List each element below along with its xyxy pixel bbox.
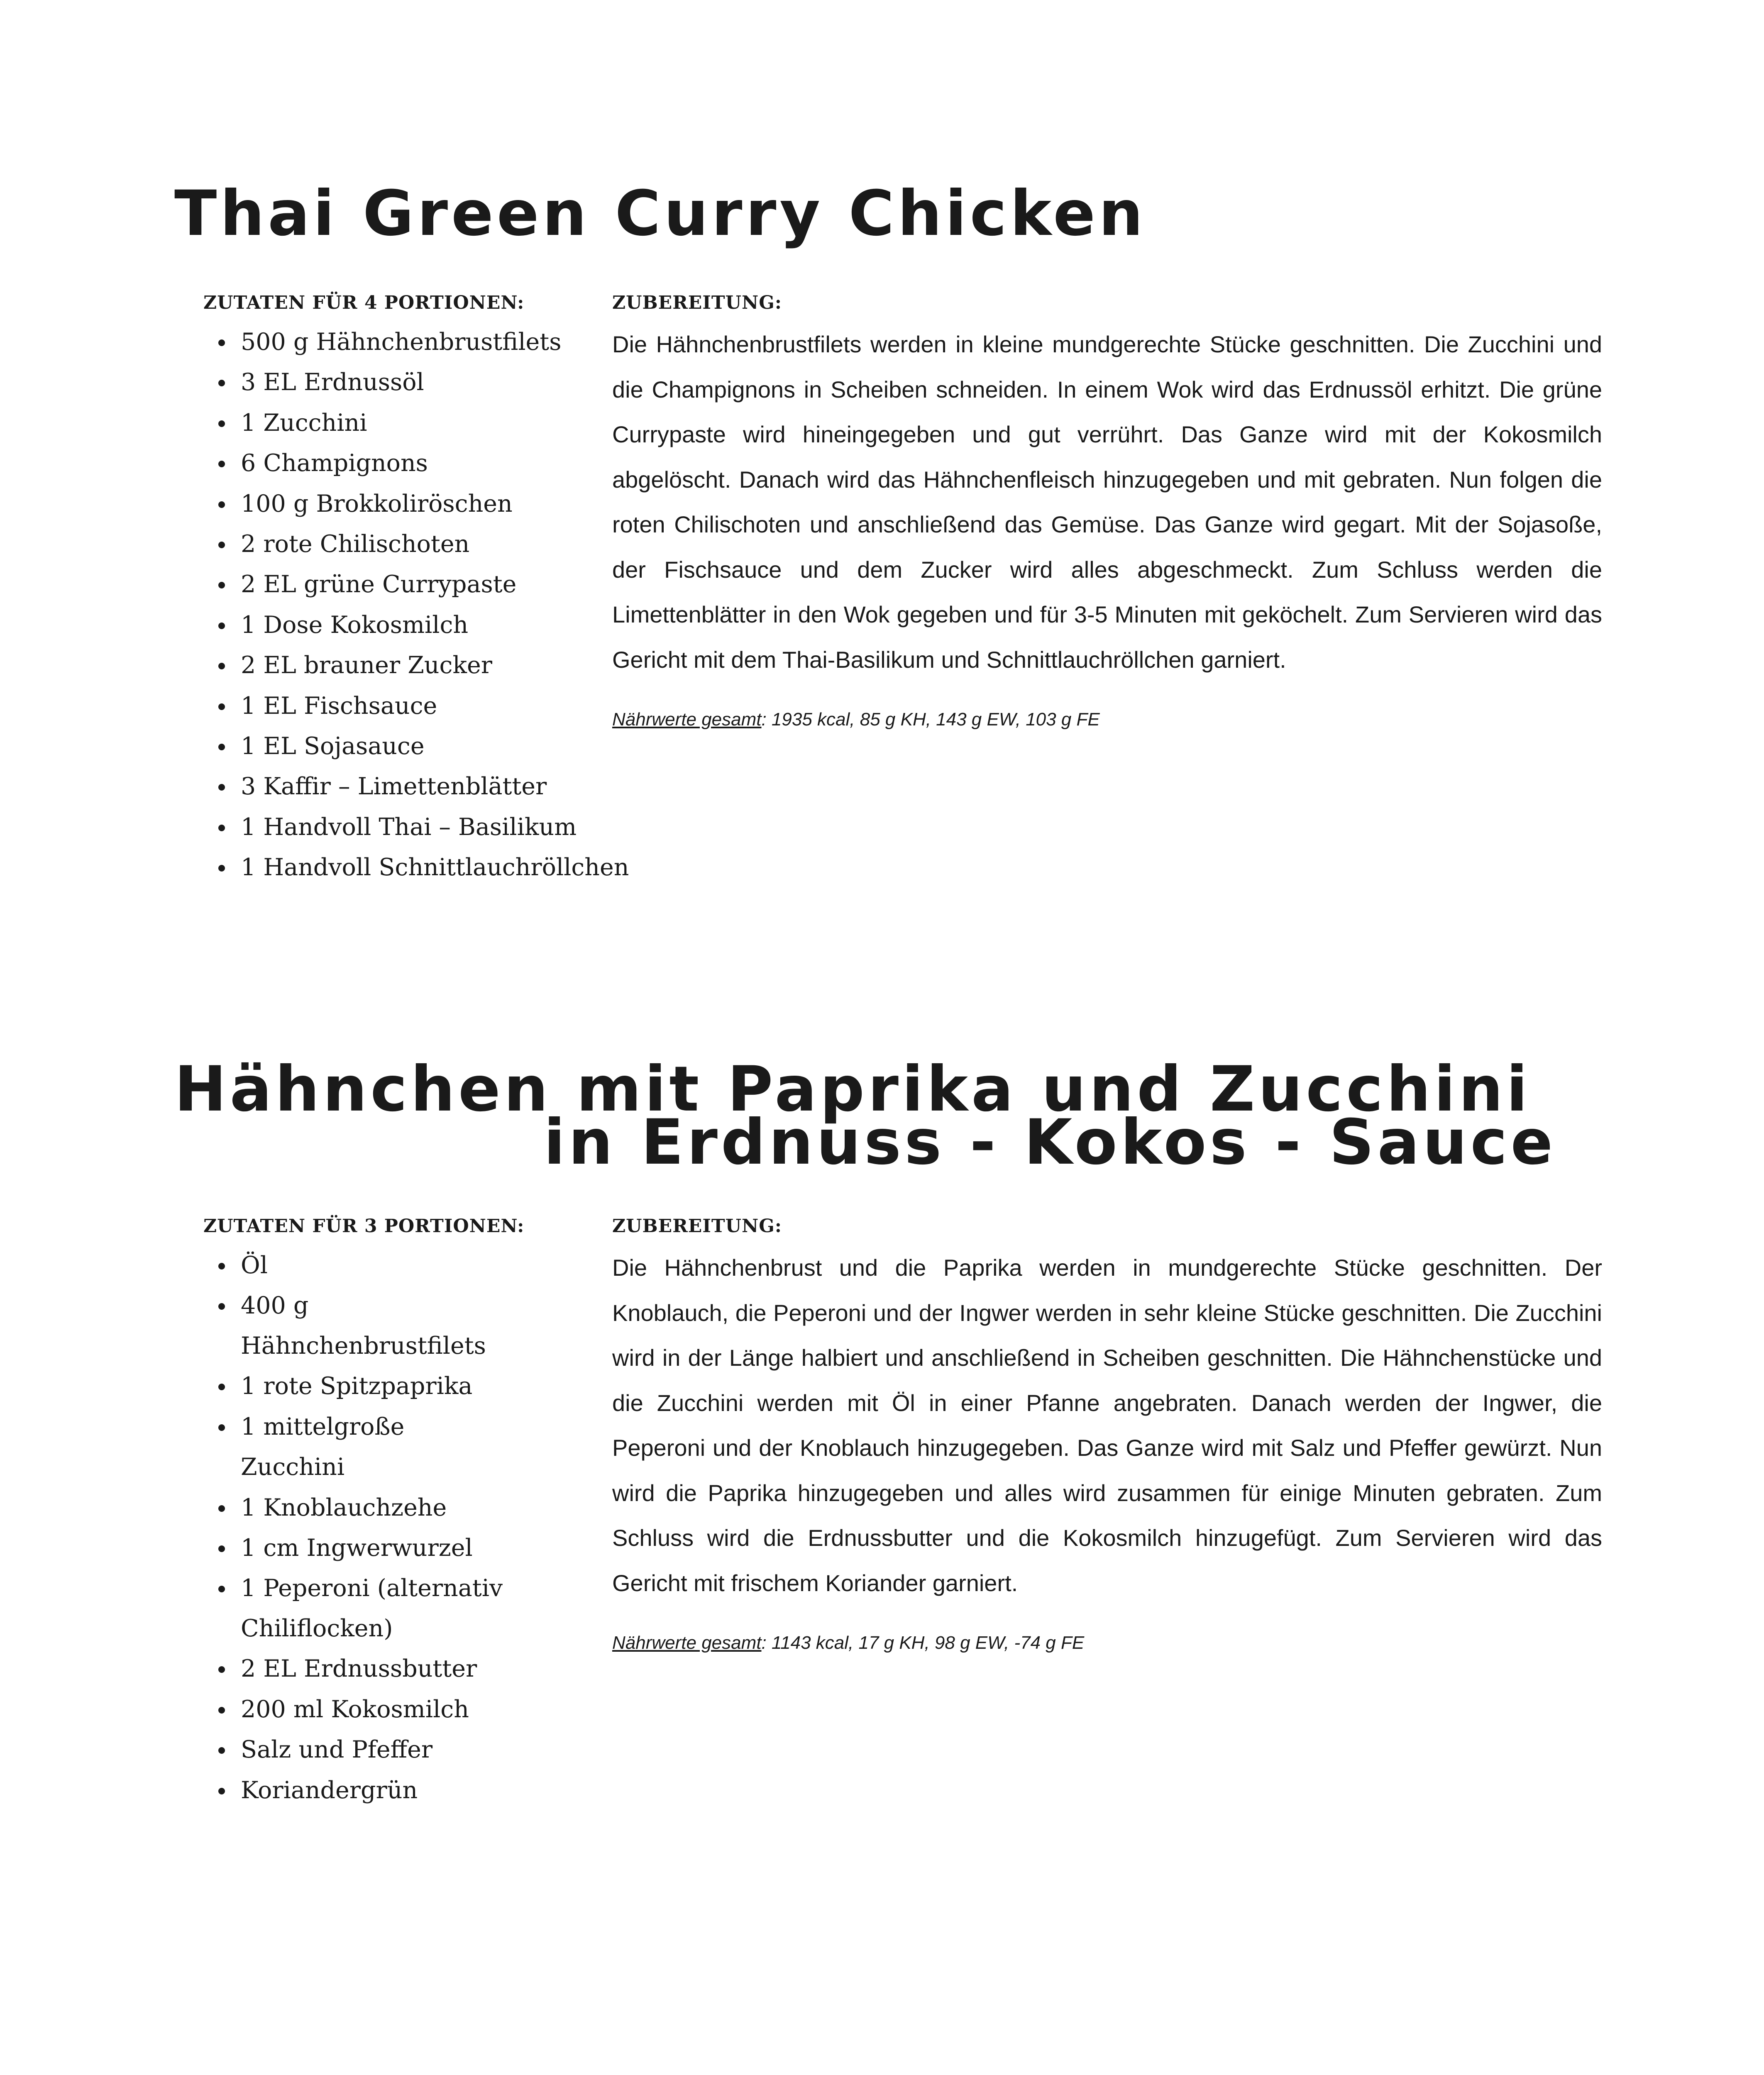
nutrition-values: : 1935 kcal, 85 g KH, 143 g EW, 103 g FE [761, 709, 1100, 730]
ingredients-heading: ZUTATEN FÜR 3 PORTIONEN: [203, 1216, 525, 1237]
ingredient-item: 3 EL Erdnussöl [241, 362, 602, 403]
preparation-heading: ZUBEREITUNG: [612, 1216, 782, 1237]
ingredient-item: 1 cm Ingwerwurzel [241, 1528, 506, 1568]
recipe-title: Hähnchen mit Paprika und Zucchini [174, 1053, 1531, 1125]
ingredients-list [203, 1245, 602, 1811]
ingredient-item: Koriandergrün [241, 1770, 506, 1811]
ingredient-item: 1 Zucchini [241, 403, 602, 443]
preparation-text: Die Hähnchenbrustfilets werden in kleine mundgerechte Stücke geschnitten. Die Zucchini und die Champignons in Scheiben schneiden. In einem Wok wird das Erdnussöl erhitzt. Die grüne Currypaste wird hineingegeben und gut verrührt. Das Ganze wird mit der Kokosmilch abgelöscht. Danach wird das Hähnchenfleisch hinzugegeben und mit gebraten. Nun folgen die roten Chilischoten und anschließend das Gemüse. Das Ganze wird gegart. Mit der Sojasoße, der Fischsauce und dem Zucker wird alles abgeschmeckt. Zum Schluss werden die Limettenblätter in den Wok gegeben und für 3-5 Minuten mit geköchelt. Zum Servieren wird das Gericht mit dem Thai-Basilikum und Schnittlauchröllchen garniert. [612, 331, 1602, 673]
ingredient-item: 1 Handvoll Schnittlauchröllchen [241, 847, 602, 888]
preparation-heading: ZUBEREITUNG: [612, 292, 782, 313]
ingredient-item: 2 EL brauner Zucker [241, 645, 602, 686]
ingredient-item: 100 g Brokkoliröschen [241, 484, 602, 524]
preparation-text: Die Hähnchenbrust und die Paprika werden in mundgerechte Stücke geschnitten. Der Knoblauch, die Peperoni und der Ingwer werden in sehr kleine Stücke geschnitten. Die Zucchini wird in der Länge halbiert und anschließend in Scheiben geschnitten. Die Hähnchenstücke und die Zucchini werden mit Öl in einer Pfanne angebraten. Danach werden der Ingwer, die Peperoni und der Knoblauch hinzugegeben. Das Ganze wird mit Salz und Pfeffer gewürzt. Nun wird die Paprika hinzugegeben und alles wird zusammen für einige Minuten gebraten. Zum Schluss wird die Erdnussbutter und die Kokosmilch hinzugefügt. Zum Servieren wird das Gericht mit frischem Koriander garniert. [612, 1255, 1602, 1596]
ingredients-list [203, 322, 629, 888]
ingredients-column [203, 1214, 602, 1811]
ingredient-item: 1 EL Fischsauce [241, 686, 602, 726]
ingredient-item: 1 rote Spitzpaprika [241, 1366, 506, 1406]
ingredient-item: 1 EL Sojasauce [241, 726, 602, 767]
recipe-subtitle: in Erdnuss - Kokos - Sauce [544, 1106, 1556, 1179]
ingredient-item: 1 mittelgroße Zucchini [241, 1407, 506, 1488]
ingredient-item: 3 Kaffir – Limettenblätter [241, 767, 602, 807]
ingredient-item: 200 ml Kokosmilch [241, 1689, 506, 1730]
ingredient-item: 400 g Hähnchenbrustfilets [241, 1286, 473, 1366]
nutrition-label: Nährwerte gesamt [612, 709, 762, 730]
preparation-column [612, 290, 1602, 732]
ingredient-item: 2 EL grüne Currypaste [241, 564, 602, 605]
ingredient-item: 500 g Hähnchenbrustfilets [241, 322, 602, 362]
nutrition-info [612, 707, 1602, 732]
ingredient-item: 1 Dose Kokosmilch [241, 605, 602, 645]
ingredient-item: Salz und Pfeffer [241, 1730, 506, 1770]
nutrition-info [612, 1631, 1602, 1655]
ingredients-heading: ZUTATEN FÜR 4 PORTIONEN: [203, 292, 525, 313]
nutrition-values: : 1143 kcal, 17 g KH, 98 g EW, -74 g FE [761, 1633, 1085, 1653]
ingredient-item: 1 Handvoll Thai – Basilikum [241, 807, 602, 847]
preparation-column [612, 1214, 1602, 1655]
nutrition-label: Nährwerte gesamt [612, 1633, 762, 1653]
ingredient-item: 2 EL Erdnussbutter [241, 1649, 506, 1689]
ingredient-item: 2 rote Chilischoten [241, 524, 602, 564]
ingredients-column [203, 290, 629, 888]
recipe-title: Thai Green Curry Chicken [174, 178, 1146, 250]
ingredient-item: Öl [241, 1245, 506, 1286]
ingredient-item: 1 Peperoni (alternativ Chiliflocken) [241, 1568, 506, 1649]
ingredient-item: 1 Knoblauchzehe [241, 1488, 506, 1528]
ingredient-item: 6 Champignons [241, 443, 602, 483]
